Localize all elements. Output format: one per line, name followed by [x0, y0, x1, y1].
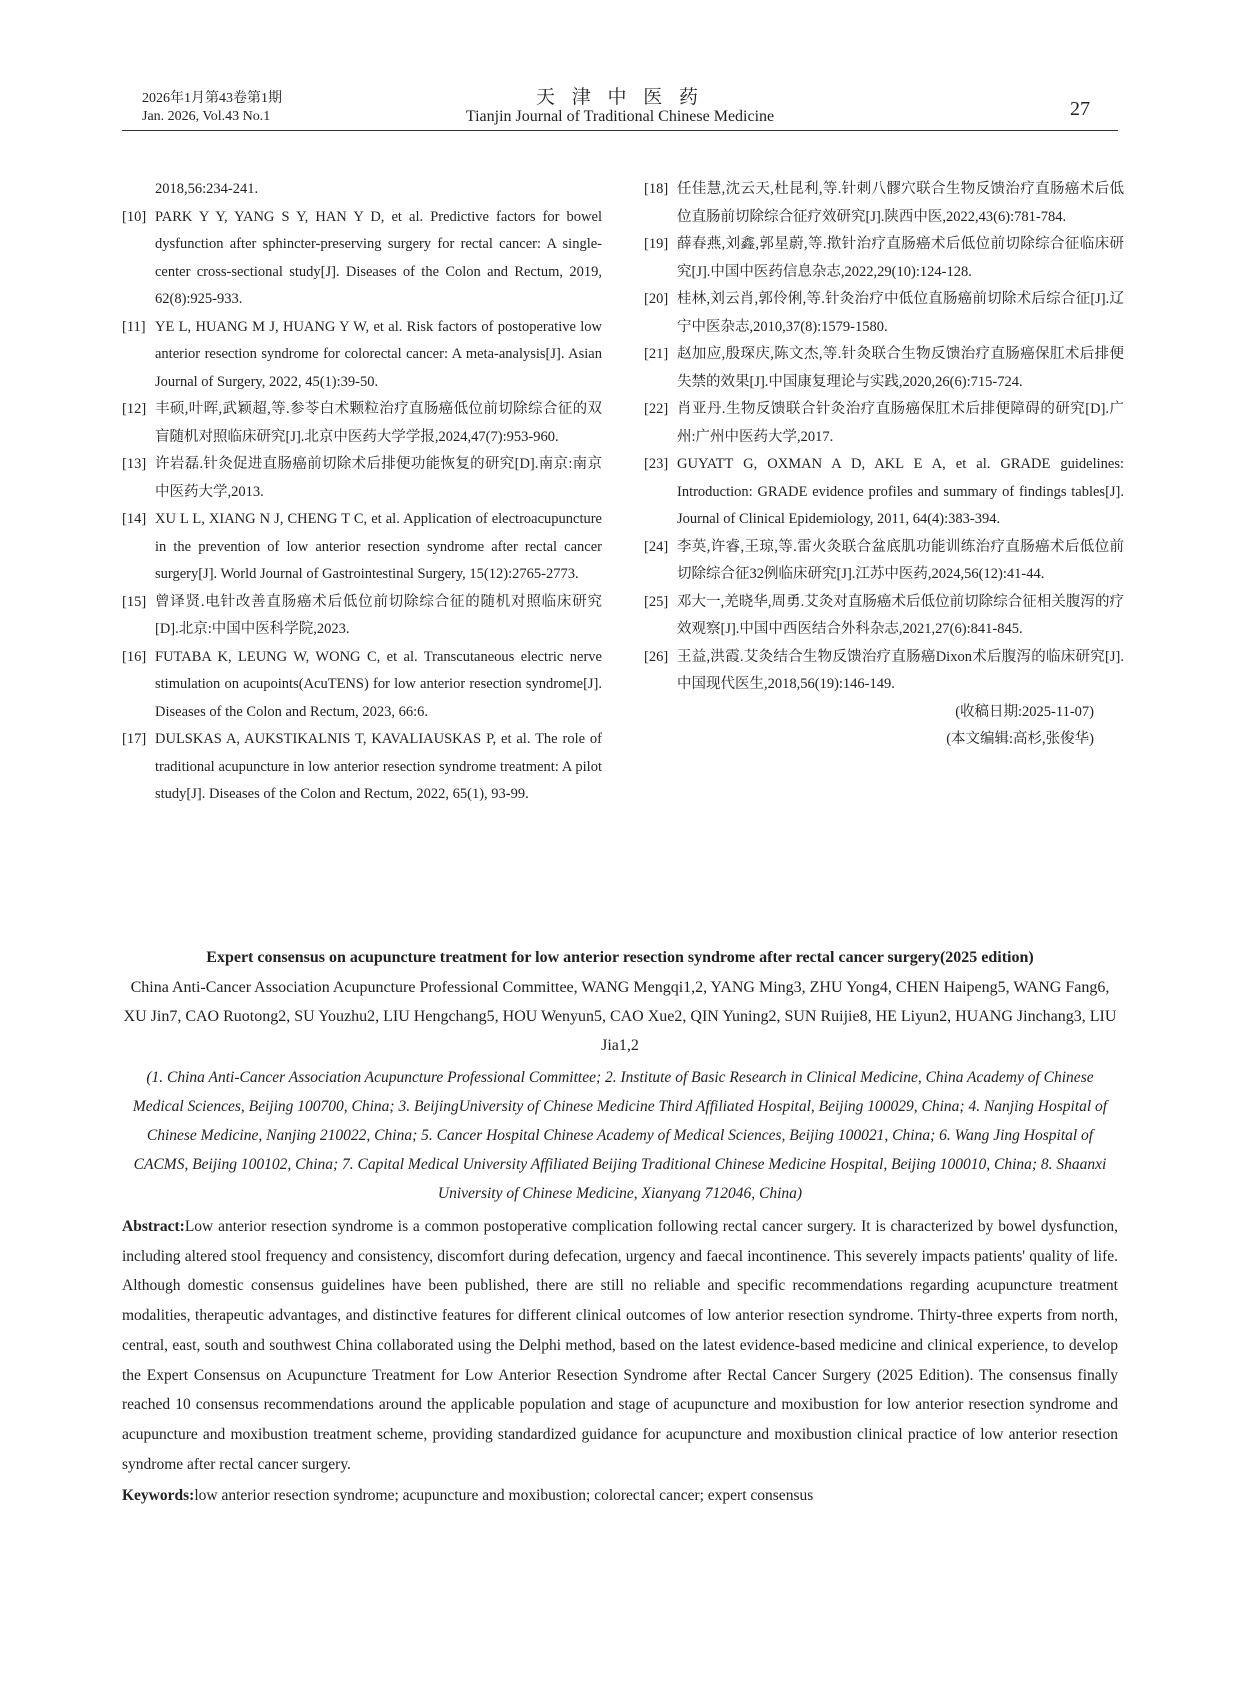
reference-text: 丰硕,叶晖,武颖超,等.参苓白术颗粒治疗直肠癌低位前切除综合征的双盲随机对照临床研究[J].北京中医药大学学报,2024,47(7):953-960.	[155, 401, 602, 445]
reference-item	[644, 589, 1124, 644]
reference-number: [12]	[122, 401, 147, 417]
reference-item	[122, 396, 602, 451]
reference-number: [17]	[122, 731, 147, 747]
keywords-label: Keywords:	[122, 1487, 195, 1505]
references-right-list	[644, 176, 1124, 699]
journal-name-cn: 天 津 中 医 药	[535, 87, 704, 108]
english-title: Expert consensus on acupuncture treatment for low anterior resection syndrome after rectal cancer surgery(2025 edition)	[206, 949, 1034, 966]
received-date: (收稿日期:2025-11-07)	[955, 703, 1094, 720]
english-abstract-section	[122, 946, 1118, 1510]
reference-text: 李英,许睿,王琼,等.雷火灸联合盆底肌功能训练治疗直肠癌术后低位前切除综合征32例临床研究[J].江苏中医药,2024,56(12):41-44.	[677, 538, 1124, 582]
reference-text: GUYATT G, OXMAN A D, AKL E A, et al. GRADE guidelines: Introduction: GRADE evidence profiles and summary of findings tables[J]. Journal of Clinical Epidemiology, 2011, 64(4):383-394.	[677, 456, 1124, 527]
reference-number: [23]	[644, 456, 669, 472]
reference-text: FUTABA K, LEUNG W, WONG C, et al. Transcutaneous electric nerve stimulation on acupoints(AcuTENS) for low anterior resection syndrome[J]. Diseases of the Colon and Rectum, 2023, 66:6.	[155, 648, 602, 720]
reference-number: [15]	[122, 593, 147, 610]
english-abstract	[122, 1212, 1118, 1479]
reference-text: 赵加应,殷琛庆,陈文杰,等.针灸联合生物反馈治疗直肠癌保肛术后排便失禁的效果[J].中国康复理论与实践,2020,26(6):715-724.	[677, 346, 1124, 390]
keywords-text: low anterior resection syndrome; acupuncture and moxibustion; colorectal cancer; expert consensus	[194, 1487, 814, 1505]
reference-item	[644, 176, 1124, 231]
editor-note: (本文编辑:高杉,张俊华)	[946, 731, 1094, 747]
reference-number: [25]	[644, 593, 669, 610]
reference-item	[122, 589, 602, 644]
reference-item	[644, 534, 1124, 589]
reference-text: 许岩磊.针灸促进直肠癌前切除术后排便功能恢复的研究[D].南京:南京中医药大学,2013.	[155, 456, 602, 500]
running-header	[122, 88, 1118, 131]
reference-number: [16]	[122, 648, 147, 665]
reference-item	[122, 314, 602, 397]
reference-number: [21]	[644, 346, 669, 362]
reference-number: [26]	[644, 648, 669, 665]
reference-item	[122, 506, 602, 589]
reference-number: [22]	[644, 401, 669, 417]
reference-number: [10]	[122, 208, 147, 225]
reference-text: 任佳慧,沈云天,杜昆利,等.针刺八髎穴联合生物反馈治疗直肠癌术后低位直肠前切除综合征疗效研究[J].陕西中医,2022,43(6):781-784.	[677, 181, 1124, 225]
reference-item	[122, 726, 602, 809]
reference-item	[122, 644, 602, 727]
issue-cn: 2026年1月第43卷第1期	[142, 91, 282, 106]
abstract-text: Low anterior resection syndrome is a common postoperative complication following rectal cancer surgery. It is characterized by bowel dysfunction, including altered stool frequency and consistency, discomfort during defecation, urgency and faecal incontinence. This severely impacts patients' quality of life. Although domestic consensus guidelines have been published, there are still no reliable and specific recommendations regarding acupuncture treatment modalities, therapeutic advantages, and distinctive features for different clinical outcomes of low anterior resection syndrome. Thirty-three experts from north, central, east, south and southwest China collaborated using the Delphi method, based on the latest evidence-based medicine and clinical experience, to develop the Expert Consensus on Acupuncture Treatment for Low Anterior Resection Syndrome after Rectal Cancer Surgery (2025 Edition). The consensus finally reached 10 consensus recommendations around the applicable population and stage of acupuncture and moxibustion for low anterior resection syndrome and acupuncture and moxibustion treatment scheme, providing standardized guidance for acupuncture and moxibustion clinical practice of low anterior resection syndrome after rectal cancer surgery.	[122, 1218, 1118, 1473]
reference-text: 薛春燕,刘鑫,郭星蔚,等.揿针治疗直肠癌术后低位前切除综合征临床研究[J].中国中医药信息杂志,2022,29(10):124-128.	[677, 236, 1124, 280]
reference-text: PARK Y Y, YANG S Y, HAN Y D, et al. Predictive factors for bowel dysfunction after sphincter-preserving surgery for rectal cancer: A single-center cross-sectional study[J]. Diseases of the Colon and Rectum, 2019, 62(8):925-933.	[155, 208, 602, 307]
reference-text: 曾译贤.电针改善直肠癌术后低位前切除综合征的随机对照临床研究[D].北京:中国中医科学院,2023.	[155, 593, 602, 637]
reference-item	[122, 451, 602, 506]
reference-text: YE L, HUANG M J, HUANG Y W, et al. Risk factors of postoperative low anterior resection syndrome for colorectal cancer: A meta-analysis[J]. Asian Journal of Surgery, 2022, 45(1):39-50.	[155, 318, 602, 390]
reference-number: [14]	[122, 511, 147, 527]
reference-text: 2018,56:234-241.	[155, 181, 259, 197]
reference-text: 王益,洪霞.艾灸结合生物反馈治疗直肠癌Dixon术后腹泻的临床研究[J].中国现代医生,2018,56(19):146-149.	[677, 648, 1124, 692]
reference-item	[644, 231, 1124, 286]
references-left-column	[122, 176, 602, 809]
english-keywords	[122, 1481, 1118, 1510]
reference-text: 邓大一,羌晓华,周勇.艾灸对直肠癌术后低位前切除综合征相关腹泻的疗效观察[J].中国中西医结合外科杂志,2021,27(6):841-845.	[677, 593, 1124, 637]
english-affiliations: (1. China Anti-Cancer Association Acupuncture Professional Committee; 2. Institute of Basic Research in Clinical Medicine, China Academy of Chinese Medical Sciences, Beijing 100700, China; 3. BeijingUniversity of Chinese Medicine Third Affiliated Hospital, Beijing 100029, China; 4. Nanjing Hospital of Chinese Medicine, Nanjing 210022, China; 5. Cancer Hospital Chinese Academy of Medical Sciences, Beijing 100021, China; 6. Wang Jing Hospital of CACMS, Beijing 100102, China; 7. Capital Medical University Affiliated Beijing Traditional Chinese Medicine Hospital, Beijing 100010, China; 8. Shaanxi University of Chinese Medicine, Xianyang 712046, China)	[132, 1069, 1108, 1202]
reference-number: [19]	[644, 236, 669, 252]
issue-en: Jan. 2026, Vol.43 No.1	[142, 109, 271, 124]
reference-number: [18]	[644, 181, 669, 197]
reference-item	[644, 341, 1124, 396]
reference-text: XU L L, XIANG N J, CHENG T C, et al. Application of electroacupuncture in the prevention of low anterior resection syndrome after rectal cancer surgery[J]. World Journal of Gastrointestinal Surgery, 15(12):2765-2773.	[155, 511, 602, 582]
reference-number: [13]	[122, 456, 147, 472]
abstract-label: Abstract:	[122, 1218, 185, 1235]
reference-number: [24]	[644, 538, 669, 555]
reference-item	[644, 451, 1124, 534]
reference-item	[644, 644, 1124, 699]
reference-number: [20]	[644, 291, 669, 307]
reference-item	[122, 204, 602, 314]
journal-name	[122, 88, 1118, 126]
page-number: 27	[1070, 98, 1090, 120]
references-right-column	[644, 176, 1124, 754]
reference-text: 肖亚丹.生物反馈联合针灸治疗直肠癌保肛术后排便障碍的研究[D].广州:广州中医药大学,2017.	[677, 401, 1124, 445]
reference-text: 桂林,刘云肖,郭伶俐,等.针灸治疗中低位直肠癌前切除术后综合征[J].辽宁中医杂志,2010,37(8):1579-1580.	[677, 291, 1124, 335]
reference-item	[644, 286, 1124, 341]
reference-item	[122, 176, 602, 204]
journal-name-en: Tianjin Journal of Traditional Chinese Medicine	[465, 108, 775, 125]
english-authors: China Anti-Cancer Association Acupuncture Professional Committee, WANG Mengqi1,2, YANG Ming3, ZHU Yong4, CHEN Haipeng5, WANG Fang6, XU Jin7, CAO Ruotong2, SU Youzhu2, LIU Hengchang5, HOU Wenyun5, CAO Xue2, QIN Yuning2, SUN Ruijie8, HE Liyun2, HUANG Jinchang3, LIU Jia1,2	[123, 979, 1117, 1054]
reference-text: DULSKAS A, AUKSTIKALNIS T, KAVALIAUSKAS P, et al. The role of traditional acupuncture in low anterior resection syndrome treatment: A pilot study[J]. Diseases of the Colon and Rectum, 2022, 65(1), 93-99.	[155, 731, 602, 802]
reference-number: [11]	[122, 318, 146, 335]
reference-item	[644, 396, 1124, 451]
